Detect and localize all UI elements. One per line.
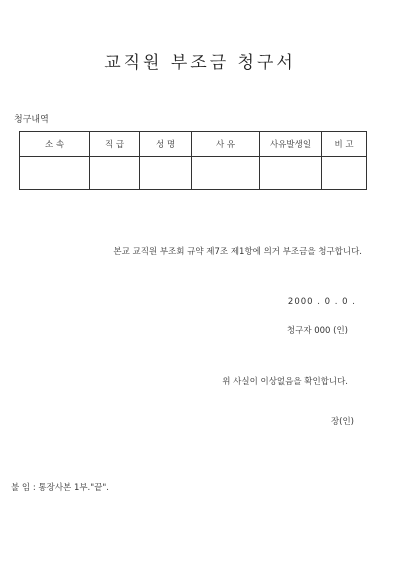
claimant-signature-line: 청구자 000 (인) xyxy=(286,326,348,336)
cell-remarks[interactable] xyxy=(322,157,367,190)
cell-affiliation[interactable] xyxy=(20,157,90,190)
table-row xyxy=(20,157,367,190)
header-occurrence-date: 사유발생일 xyxy=(260,132,322,157)
claim-table-header-row xyxy=(20,132,367,157)
confirmation-statement: 위 사실이 이상없음을 확인합니다. xyxy=(222,377,348,387)
cell-name[interactable] xyxy=(140,157,192,190)
cell-rank[interactable] xyxy=(90,157,140,190)
header-name: 성 명 xyxy=(140,132,192,157)
claim-date: 2000 . 0 . 0 . xyxy=(287,297,356,307)
section-label-claim-details: 청구내역 xyxy=(14,115,49,125)
claim-table xyxy=(19,131,367,190)
claim-statement: 본교 교직원 부조회 규약 제7조 제1항에 의거 부조금을 청구합니다. xyxy=(113,247,362,257)
header-remarks: 비 고 xyxy=(322,132,367,157)
attachment-note: 불 임 : 통장사본 1부."끝". xyxy=(11,483,109,493)
header-reason: 사 유 xyxy=(192,132,260,157)
header-affiliation: 소 속 xyxy=(20,132,90,157)
head-seal-line: 장(인) xyxy=(330,417,354,427)
header-rank: 직 급 xyxy=(90,132,140,157)
cell-reason[interactable] xyxy=(192,157,260,190)
cell-occurrence-date[interactable] xyxy=(260,157,322,190)
document-title: 교직원 부조금 청구서 xyxy=(104,53,296,73)
